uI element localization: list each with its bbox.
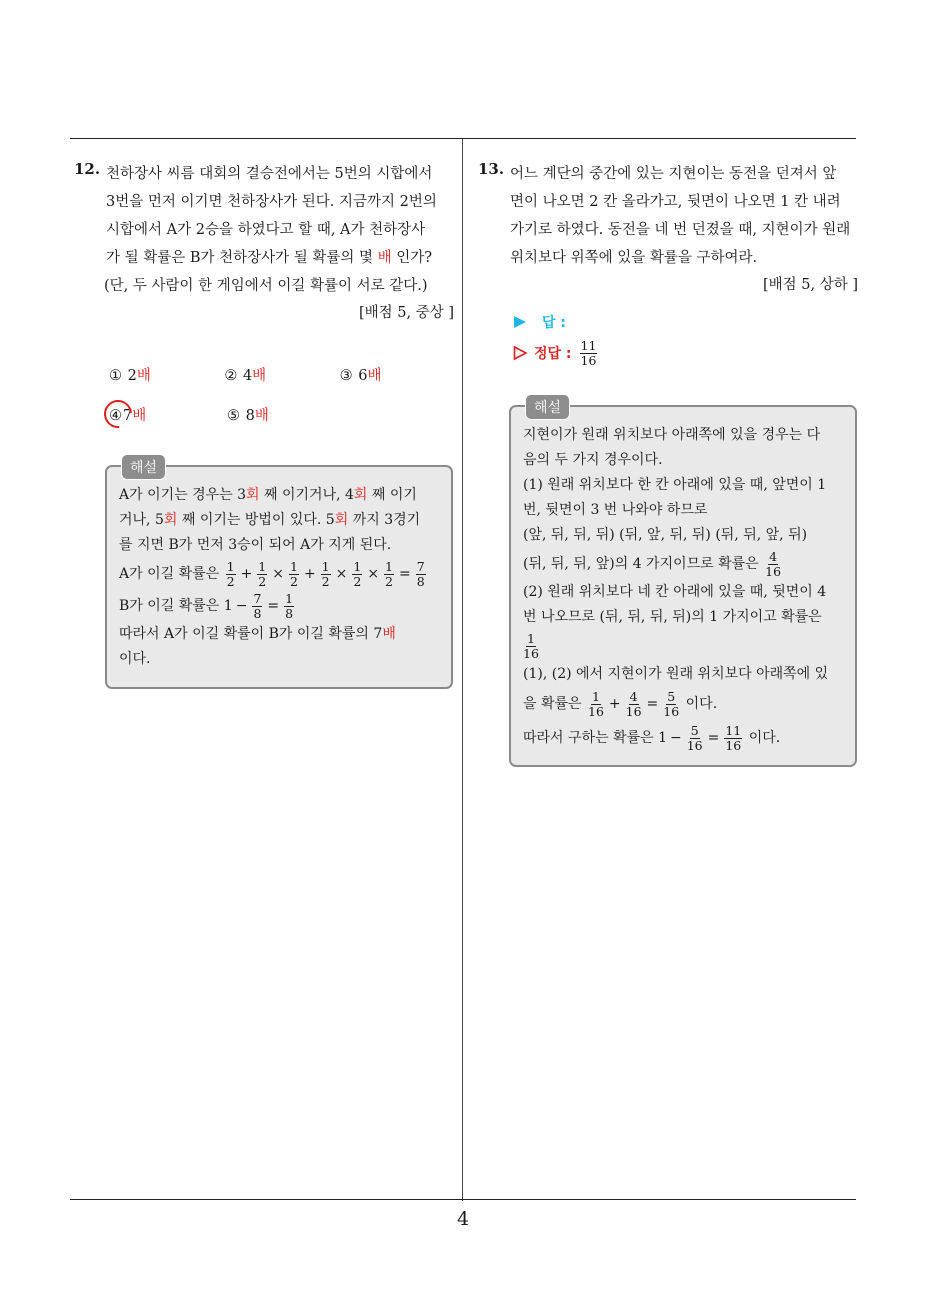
choice-2[interactable]: ② 4배 <box>224 367 267 384</box>
answer-choices <box>108 354 454 434</box>
solution-line: 이다. <box>119 651 151 667</box>
question-line: 면이 나오면 2 칸 올라가고, 뒷면이 나오면 1 칸 내려 <box>510 194 841 210</box>
question-13 <box>478 160 858 372</box>
solution-line-formula: 따라서 구하는 확률은 1 − $\frac{5}{16}$ = $\frac{11}{16}$ 이다. <box>523 722 781 753</box>
solution-line-formula: $\frac{1}{16}$ <box>523 630 539 661</box>
question-line: 어느 계단의 중간에 있는 지현이는 동전을 던져서 앞 <box>510 166 837 182</box>
solution-line: 번 나오므로 (뒤, 뒤, 뒤, 뒤)의 1 가지이고 확률은 <box>523 609 822 625</box>
page-number: 4 <box>456 1208 470 1230</box>
solution-line-formula: B가 이길 확률은 1 − $\frac{7}{8}$ = $\frac{1}{8}$ <box>119 590 294 621</box>
solution-line: 따라서 A가 이길 확률이 B가 이길 확률의 7배 <box>119 626 396 642</box>
question-line: 시합에서 A가 2승을 하였다고 할 때, A가 천하장사 <box>106 222 426 238</box>
solution-tag: 해설 <box>525 394 570 420</box>
question-text <box>510 160 858 272</box>
solution-line-formula: A가 이길 확률은 $\frac{1}{2}$ + $\frac{1}{2}$ × $\frac{1}{2}$ + $\frac{1}{2}$ × $\frac{1}{2}$ × $\frac{1}{2}$ = $\frac{7}{8}$ <box>119 558 425 589</box>
choice-5[interactable]: ⑤ 8배 <box>227 407 269 424</box>
answer-input-row[interactable] <box>512 310 858 334</box>
bottom-rule <box>70 1199 856 1200</box>
question-12 <box>74 160 454 434</box>
choice-3[interactable]: ③ 6배 <box>339 367 382 384</box>
solution-line: (1), (2) 에서 지현이가 원래 위치보다 아래쪽에 있 <box>523 666 829 682</box>
choice-4[interactable]: ④7배 <box>108 404 226 425</box>
question-text <box>106 160 454 272</box>
solution-line: 거나, 5회 째 이기는 방법이 있다. 5회 까지 3경기 <box>119 512 421 528</box>
solution-tag: 해설 <box>121 454 166 480</box>
question-number: 13. <box>478 160 505 178</box>
question-line: 가 될 확률은 B가 천하장사가 될 확률의 몇 배 인가? <box>106 250 433 266</box>
question-line: 3번을 먼저 이기면 천하장사가 된다. 지금까지 2번의 <box>106 194 437 210</box>
selected-circle-icon <box>98 394 137 433</box>
answer-label: 답 : <box>542 315 566 331</box>
solution-line: (앞, 뒤, 뒤, 뒤) (뒤, 앞, 뒤, 뒤) (뒤, 뒤, 앞, 뒤) <box>523 527 808 543</box>
question-line: 위치보다 위쪽에 있을 확률을 구하여라. <box>510 250 758 266</box>
solution-line-formula: 을 확률은 $\frac{1}{16}$ + $\frac{4}{16}$ = $\frac{5}{16}$ 이다. <box>523 688 718 719</box>
solution-box-13 <box>509 400 857 767</box>
question-condition: (단, 두 사람이 한 게임에서 이길 확률이 서로 같다.) <box>104 278 428 294</box>
score-meta: [배점 5, 중상 ] <box>358 305 454 321</box>
solution-line: A가 이기는 경우는 3회 째 이기거나, 4회 째 이기 <box>119 487 417 503</box>
play-outline-icon <box>512 345 528 361</box>
question-number: 12. <box>74 160 101 178</box>
solution-line: 를 지면 B가 먼저 3승이 되어 A가 지게 된다. <box>119 537 392 553</box>
solution-line: 번, 뒷면이 3 번 나와야 하므로 <box>523 502 708 518</box>
correct-answer-value: $\frac{11}{16}$ <box>580 337 597 368</box>
choice-1[interactable]: ① 2배 <box>109 367 151 384</box>
solution-box-12 <box>105 460 453 689</box>
correct-answer-row <box>512 334 858 372</box>
correct-answer-label: 정답 : <box>534 346 572 362</box>
solution-line: (2) 원래 위치보다 네 칸 아래에 있을 때, 뒷면이 4 <box>523 584 827 600</box>
solution-line-formula: (뒤, 뒤, 뒤, 앞)의 4 가지이므로 확률은 $\frac{4}{16}$ <box>523 548 782 579</box>
solution-line: 지현이가 원래 위치보다 아래쪽에 있을 경우는 다 <box>523 427 821 443</box>
play-icon <box>512 314 528 330</box>
answer-area <box>512 310 858 372</box>
question-line: 가기로 하였다. 동전을 네 번 던졌을 때, 지현이가 원래 <box>510 222 851 238</box>
solution-line: 음의 두 가지 경우이다. <box>523 452 663 468</box>
question-line: 천하장사 씨름 대회의 결승전에서는 5번의 시합에서 <box>106 166 433 182</box>
column-divider <box>462 139 463 1201</box>
top-rule <box>70 138 856 139</box>
solution-line: (1) 원래 위치보다 한 칸 아래에 있을 때, 앞면이 1 <box>523 477 827 493</box>
score-meta: [배점 5, 상하 ] <box>762 277 858 293</box>
